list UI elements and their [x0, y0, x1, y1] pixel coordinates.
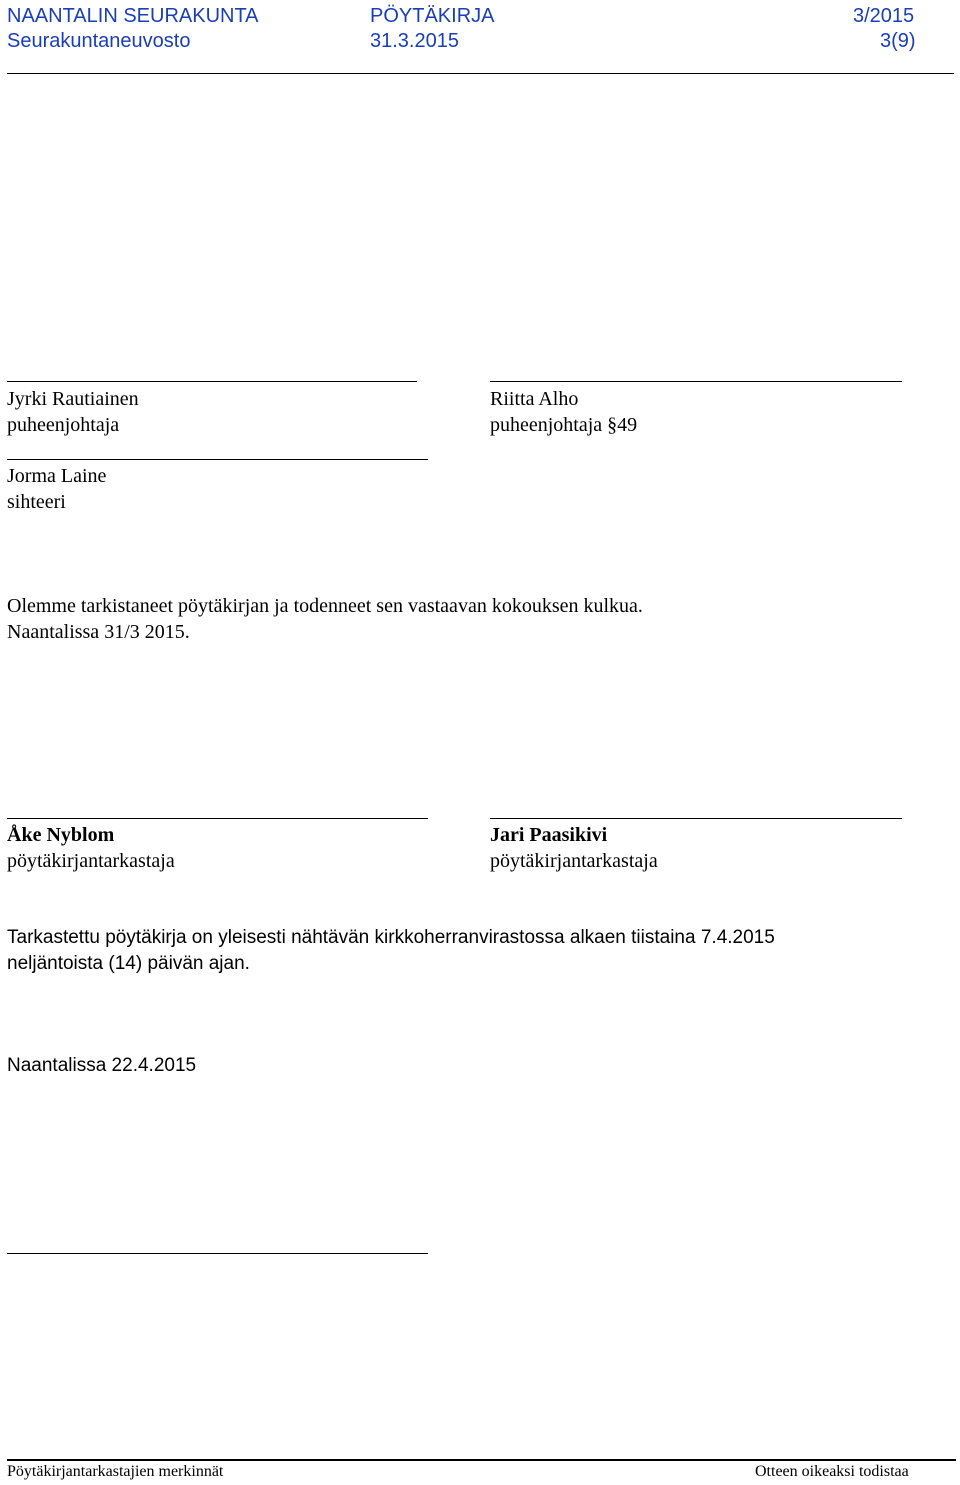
signature-line-chair2 — [490, 381, 902, 382]
meeting-date: 31.3.2015 — [370, 30, 459, 52]
doc-number: 3/2015 — [853, 5, 915, 27]
footer-rule — [7, 1459, 956, 1461]
notice-place-date: Naantalissa 22.4.2015 — [7, 1055, 197, 1076]
chair1-role: puheenjohtaja — [7, 414, 120, 436]
org-name: NAANTALIN SEURAKUNTA — [7, 5, 259, 27]
secretary-role: sihteeri — [7, 491, 66, 513]
notice-line-2: neljäntoista (14) päivän ajan. — [7, 953, 250, 974]
chair2-name: Riitta Alho — [490, 388, 579, 410]
footer-left: Pöytäkirjantarkastajien merkinnät — [7, 1463, 224, 1480]
page-number: 3(9) — [880, 30, 916, 52]
signature-line-reviewer1 — [7, 818, 428, 819]
reviewer1-name: Åke Nyblom — [7, 824, 115, 846]
reviewer2-role: pöytäkirjantarkastaja — [490, 850, 658, 872]
verification-statement: Olemme tarkistaneet pöytäkirjan ja todenneet sen vastaavan kokouksen kulkua. — [7, 595, 643, 617]
doc-type: PÖYTÄKIRJA — [370, 5, 495, 27]
footer-right: Otteen oikeaksi todistaa — [755, 1463, 909, 1480]
signature-line-notice — [7, 1253, 428, 1254]
signature-line-secretary — [7, 459, 428, 460]
signature-line-chair1 — [7, 381, 417, 382]
notice-line-1: Tarkastettu pöytäkirja on yleisesti nähtävän kirkkoherranvirastossa alkaen tiistaina 7.4.2015 — [7, 927, 775, 948]
reviewer2-name: Jari Paasikivi — [490, 824, 608, 846]
chair1-name: Jyrki Rautiainen — [7, 388, 139, 410]
reviewer1-role: pöytäkirjantarkastaja — [7, 850, 175, 872]
header-rule — [7, 73, 954, 74]
chair2-role: puheenjohtaja §49 — [490, 414, 638, 436]
verification-place-date: Naantalissa 31/3 2015. — [7, 621, 190, 643]
signature-line-reviewer2 — [490, 818, 902, 819]
meeting-body: Seurakuntaneuvosto — [7, 30, 191, 52]
secretary-name: Jorma Laine — [7, 465, 107, 487]
